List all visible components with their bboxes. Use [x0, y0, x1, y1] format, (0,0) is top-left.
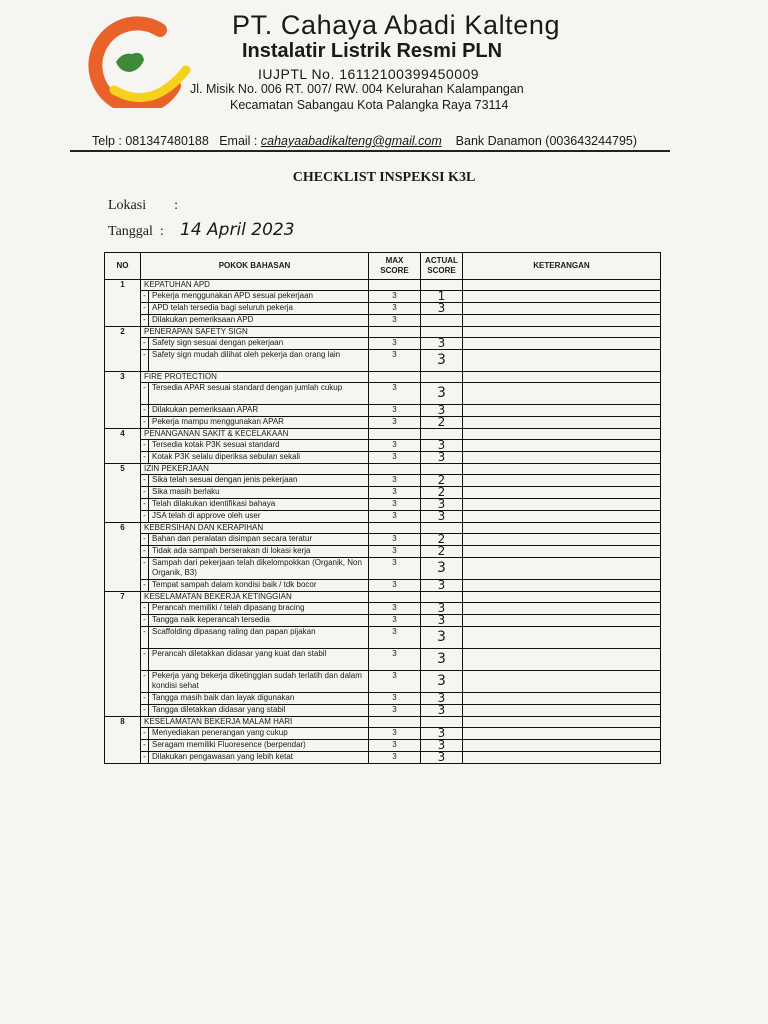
- table-row: [105, 291, 661, 303]
- table-row: [105, 499, 661, 511]
- section-max-empty: [369, 464, 421, 475]
- item-bullet: -: [141, 383, 149, 405]
- item-text: APD telah tersedia bagi seluruh pekerja: [149, 303, 369, 315]
- keterangan-cell: [463, 534, 661, 546]
- section-title: KEPATUHAN APD: [141, 280, 369, 291]
- section-actual-empty: [421, 372, 463, 383]
- address-line-2: Kecamatan Sabangau Kota Palangka Raya 73114: [230, 98, 509, 112]
- tanggal-field: [108, 224, 164, 240]
- section-row: [105, 464, 661, 475]
- max-score: 3: [369, 452, 421, 464]
- item-bullet: -: [141, 440, 149, 452]
- table-row: [105, 315, 661, 327]
- item-bullet: -: [141, 291, 149, 303]
- max-score: 3: [369, 671, 421, 693]
- item-bullet: -: [141, 338, 149, 350]
- max-score: 3: [369, 728, 421, 740]
- item-bullet: -: [141, 487, 149, 499]
- keterangan-cell: [463, 603, 661, 615]
- keterangan-cell: [463, 558, 661, 580]
- address-line-1: Jl. Misik No. 006 RT. 007/ RW. 004 Kelurahan Kalampangan: [190, 82, 524, 96]
- item-bullet: -: [141, 603, 149, 615]
- section-keterangan-empty: [463, 372, 661, 383]
- max-score: 3: [369, 546, 421, 558]
- section-number: 4: [105, 429, 141, 464]
- actual-score: 3: [421, 580, 463, 592]
- max-score: 3: [369, 511, 421, 523]
- actual-score: 3: [421, 350, 463, 372]
- keterangan-cell: [463, 440, 661, 452]
- section-keterangan-empty: [463, 327, 661, 338]
- item-text: Sika masih berlaku: [149, 487, 369, 499]
- item-text: Tidak ada sampah berserakan di lokasi kerja: [149, 546, 369, 558]
- actual-score: 3: [421, 693, 463, 705]
- actual-score: 2: [421, 546, 463, 558]
- actual-score: 3: [421, 752, 463, 764]
- header-actual-score: ACTUAL SCORE: [421, 253, 463, 280]
- item-text: Tangga diletakkan didasar yang stabil: [149, 705, 369, 717]
- actual-score: 3: [421, 558, 463, 580]
- section-max-empty: [369, 592, 421, 603]
- actual-score: 3: [421, 627, 463, 649]
- actual-score: 3: [421, 671, 463, 693]
- item-text: Scaffolding dipasang raling dan papan pijakan: [149, 627, 369, 649]
- keterangan-cell: [463, 315, 661, 327]
- item-text: Tersedia kotak P3K sesuai standard: [149, 440, 369, 452]
- section-title: PENERAPAN SAFETY SIGN: [141, 327, 369, 338]
- actual-score: 3: [421, 499, 463, 511]
- max-score: 3: [369, 291, 421, 303]
- keterangan-cell: [463, 350, 661, 372]
- item-bullet: -: [141, 405, 149, 417]
- table-row: [105, 752, 661, 764]
- keterangan-cell: [463, 405, 661, 417]
- item-bullet: -: [141, 546, 149, 558]
- keterangan-cell: [463, 728, 661, 740]
- table-row: [105, 383, 661, 405]
- company-subtitle: Instalatir Listrik Resmi PLN: [242, 40, 503, 62]
- keterangan-cell: [463, 452, 661, 464]
- actual-score: 3: [421, 603, 463, 615]
- max-score: 3: [369, 558, 421, 580]
- header-pokok-bahasan: POKOK BAHASAN: [141, 253, 369, 280]
- table-row: [105, 475, 661, 487]
- keterangan-cell: [463, 752, 661, 764]
- table-row: [105, 705, 661, 717]
- bank-account: Bank Danamon (003643244795): [455, 134, 638, 148]
- actual-score: 2: [421, 534, 463, 546]
- item-text: Safety sign sesuai dengan pekerjaan: [149, 338, 369, 350]
- keterangan-cell: [463, 291, 661, 303]
- actual-score: 2: [421, 417, 463, 429]
- section-keterangan-empty: [463, 464, 661, 475]
- max-score: 3: [369, 499, 421, 511]
- item-text: Perancah diletakkan didasar yang kuat dan stabil: [149, 649, 369, 671]
- keterangan-cell: [463, 511, 661, 523]
- table-row: [105, 603, 661, 615]
- phone: Telp : 081347480188: [92, 134, 209, 148]
- item-text: Tangga naik keperancah tersedia: [149, 615, 369, 627]
- max-score: 3: [369, 383, 421, 405]
- actual-score: 3: [421, 452, 463, 464]
- item-bullet: -: [141, 534, 149, 546]
- item-bullet: -: [141, 499, 149, 511]
- keterangan-cell: [463, 546, 661, 558]
- max-score: 3: [369, 705, 421, 717]
- tanggal-label: Tanggal: [108, 224, 153, 239]
- item-bullet: -: [141, 649, 149, 671]
- actual-score: 3: [421, 728, 463, 740]
- keterangan-cell: [463, 303, 661, 315]
- actual-score: 3: [421, 303, 463, 315]
- actual-score: 1: [421, 291, 463, 303]
- item-text: Bahan dan peralatan disimpan secara teratur: [149, 534, 369, 546]
- section-number: 6: [105, 523, 141, 592]
- table-row: [105, 440, 661, 452]
- max-score: 3: [369, 440, 421, 452]
- max-score: 3: [369, 580, 421, 592]
- table-row: [105, 350, 661, 372]
- max-score: 3: [369, 693, 421, 705]
- actual-score: 3: [421, 615, 463, 627]
- header-keterangan: KETERANGAN: [463, 253, 661, 280]
- max-score: 3: [369, 627, 421, 649]
- max-score: 3: [369, 615, 421, 627]
- table-row: [105, 452, 661, 464]
- section-max-empty: [369, 717, 421, 728]
- lokasi-separator: :: [174, 198, 178, 213]
- actual-score: [421, 315, 463, 327]
- section-max-empty: [369, 327, 421, 338]
- keterangan-cell: [463, 417, 661, 429]
- keterangan-cell: [463, 338, 661, 350]
- item-text: Sampah dari pekerjaan telah dikelompokkan (Organik, Non Organik, B3): [149, 558, 369, 580]
- actual-score: 3: [421, 740, 463, 752]
- table-row: [105, 671, 661, 693]
- item-text: Pekerja menggunakan APD sesuai pekerjaan: [149, 291, 369, 303]
- lokasi-label: Lokasi: [108, 198, 147, 213]
- item-bullet: -: [141, 580, 149, 592]
- table-row: [105, 417, 661, 429]
- item-bullet: -: [141, 752, 149, 764]
- item-bullet: -: [141, 705, 149, 717]
- item-bullet: -: [141, 315, 149, 327]
- item-text: Tersedia APAR sesuai standard dengan jumlah cukup: [149, 383, 369, 405]
- max-score: 3: [369, 405, 421, 417]
- table-row: [105, 615, 661, 627]
- table-row: [105, 558, 661, 580]
- header-divider: [70, 150, 670, 152]
- table-row: [105, 580, 661, 592]
- item-bullet: -: [141, 627, 149, 649]
- section-row: [105, 280, 661, 291]
- table-row: [105, 534, 661, 546]
- item-bullet: -: [141, 558, 149, 580]
- keterangan-cell: [463, 705, 661, 717]
- item-bullet: -: [141, 511, 149, 523]
- section-title: KEBERSIHAN DAN KERAPIHAN: [141, 523, 369, 534]
- max-score: 3: [369, 350, 421, 372]
- item-text: Perancah memiliki / telah dipasang bracing: [149, 603, 369, 615]
- item-text: Dilakukan pengawasan yang lebih ketat: [149, 752, 369, 764]
- item-text: Pekerja mampu menggunakan APAR: [149, 417, 369, 429]
- section-max-empty: [369, 280, 421, 291]
- actual-score: 3: [421, 705, 463, 717]
- document-title: CHECKLIST INSPEKSI K3L: [292, 170, 476, 185]
- item-text: Tempat sampah dalam kondisi baik / tdk bocor: [149, 580, 369, 592]
- keterangan-cell: [463, 649, 661, 671]
- keterangan-cell: [463, 499, 661, 511]
- max-score: 3: [369, 649, 421, 671]
- actual-score: 3: [421, 383, 463, 405]
- table-header-row: [105, 253, 661, 280]
- header-no: NO: [105, 253, 141, 280]
- section-number: 1: [105, 280, 141, 327]
- item-bullet: -: [141, 728, 149, 740]
- item-bullet: -: [141, 740, 149, 752]
- item-text: Menyediakan penerangan yang cukup: [149, 728, 369, 740]
- actual-score: 3: [421, 405, 463, 417]
- keterangan-cell: [463, 627, 661, 649]
- max-score: 3: [369, 338, 421, 350]
- actual-score: 2: [421, 475, 463, 487]
- section-row: [105, 327, 661, 338]
- actual-score: 3: [421, 338, 463, 350]
- section-number: 5: [105, 464, 141, 523]
- item-text: Pekerja yang bekerja diketinggian sudah terlatih dan dalam kondisi sehat: [149, 671, 369, 693]
- item-text: Telah dilakukan identifikasi bahaya: [149, 499, 369, 511]
- email-link[interactable]: cahayaabadikalteng@gmail.com: [260, 134, 442, 148]
- item-bullet: -: [141, 615, 149, 627]
- item-text: Dilakukan pemeriksaan APD: [149, 315, 369, 327]
- item-text: Tangga masih baik dan layak digunakan: [149, 693, 369, 705]
- section-row: [105, 592, 661, 603]
- max-score: 3: [369, 417, 421, 429]
- table-row: [105, 627, 661, 649]
- table-row: [105, 728, 661, 740]
- max-score: 3: [369, 475, 421, 487]
- section-max-empty: [369, 372, 421, 383]
- item-bullet: -: [141, 452, 149, 464]
- section-keterangan-empty: [463, 523, 661, 534]
- company-logo: [82, 8, 192, 108]
- section-number: 7: [105, 592, 141, 717]
- section-row: [105, 523, 661, 534]
- table-row: [105, 546, 661, 558]
- item-bullet: -: [141, 693, 149, 705]
- max-score: 3: [369, 315, 421, 327]
- keterangan-cell: [463, 671, 661, 693]
- section-row: [105, 372, 661, 383]
- section-max-empty: [369, 523, 421, 534]
- item-text: JSA telah di approve oleh user: [149, 511, 369, 523]
- item-bullet: -: [141, 417, 149, 429]
- company-name: PT. Cahaya Abadi Kalteng: [232, 10, 561, 40]
- tanggal-separator: :: [159, 224, 164, 239]
- section-number: 2: [105, 327, 141, 372]
- table-row: [105, 487, 661, 499]
- max-score: 3: [369, 752, 421, 764]
- table-row: [105, 511, 661, 523]
- section-title: PENANGANAN SAKIT & KECELAKAAN: [141, 429, 369, 440]
- item-bullet: -: [141, 303, 149, 315]
- max-score: 3: [369, 603, 421, 615]
- license-number: IUJPTL No. 16112100399450009: [258, 66, 480, 82]
- item-text: Sika telah sesuai dengan jenis pekerjaan: [149, 475, 369, 487]
- table-row: [105, 303, 661, 315]
- item-bullet: -: [141, 671, 149, 693]
- tanggal-value: 14 April 2023: [180, 220, 295, 240]
- section-keterangan-empty: [463, 592, 661, 603]
- keterangan-cell: [463, 615, 661, 627]
- keterangan-cell: [463, 693, 661, 705]
- max-score: 3: [369, 303, 421, 315]
- section-number: 3: [105, 372, 141, 429]
- actual-score: 3: [421, 511, 463, 523]
- table-row: [105, 649, 661, 671]
- item-text: Seragam memiliki Fluoresence (berpendar): [149, 740, 369, 752]
- section-title: IZIN PEKERJAAN: [141, 464, 369, 475]
- actual-score: 3: [421, 649, 463, 671]
- checklist-body: [105, 280, 661, 764]
- actual-score: 3: [421, 440, 463, 452]
- actual-score: 2: [421, 487, 463, 499]
- item-text: Kotak P3K selalu diperiksa sebulan sekali: [149, 452, 369, 464]
- header-max-score: MAX SCORE: [369, 253, 421, 280]
- section-row: [105, 717, 661, 728]
- section-title: KESELAMATAN BEKERJA KETINGGIAN: [141, 592, 369, 603]
- section-title: FIRE PROTECTION: [141, 372, 369, 383]
- table-row: [105, 405, 661, 417]
- keterangan-cell: [463, 383, 661, 405]
- max-score: 3: [369, 740, 421, 752]
- item-bullet: -: [141, 350, 149, 372]
- max-score: 3: [369, 487, 421, 499]
- lokasi-field: [108, 198, 178, 214]
- keterangan-cell: [463, 740, 661, 752]
- section-keterangan-empty: [463, 429, 661, 440]
- keterangan-cell: [463, 475, 661, 487]
- item-text: Dilakukan pemeriksaan APAR: [149, 405, 369, 417]
- section-keterangan-empty: [463, 280, 661, 291]
- table-row: [105, 338, 661, 350]
- item-bullet: -: [141, 475, 149, 487]
- section-title: KESELAMATAN BEKERJA MALAM HARI: [141, 717, 369, 728]
- section-keterangan-empty: [463, 717, 661, 728]
- item-text: Safety sign mudah dilihat oleh pekerja dan orang lain: [149, 350, 369, 372]
- section-number: 8: [105, 717, 141, 764]
- max-score: 3: [369, 534, 421, 546]
- keterangan-cell: [463, 580, 661, 592]
- table-row: [105, 740, 661, 752]
- keterangan-cell: [463, 487, 661, 499]
- section-max-empty: [369, 429, 421, 440]
- email-label: Email :: [219, 134, 258, 148]
- checklist-table: [104, 252, 661, 764]
- table-row: [105, 693, 661, 705]
- section-row: [105, 429, 661, 440]
- contact-line: [92, 134, 637, 148]
